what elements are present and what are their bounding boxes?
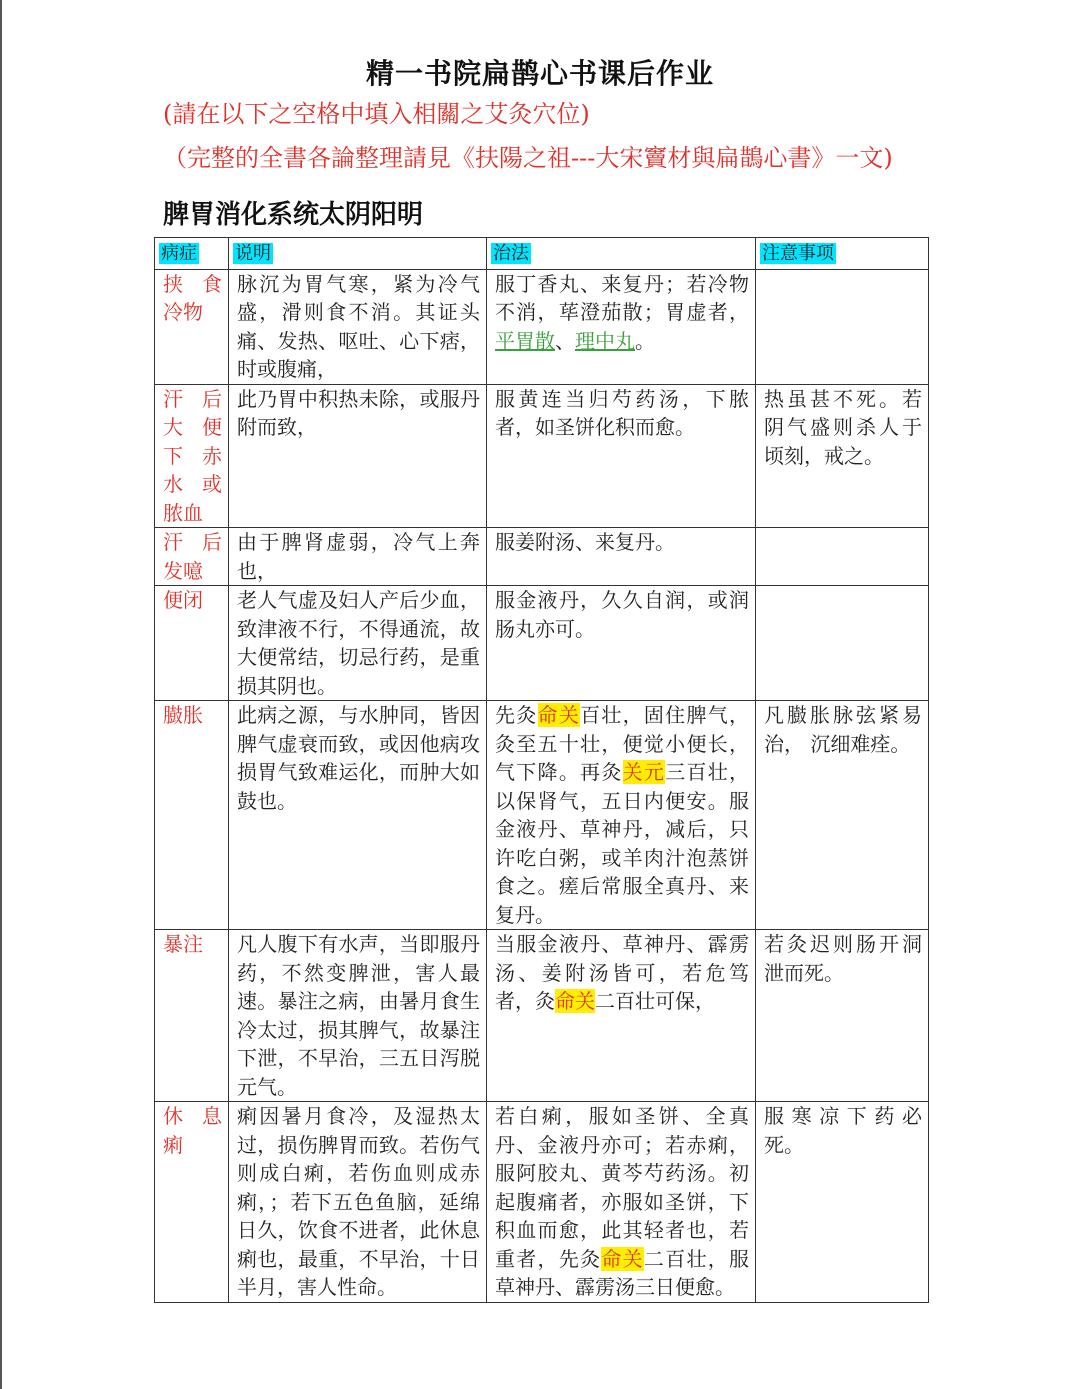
description-cell: 老人气虚及妇人产后少血，致津液不行，不得通流，故大便常结，切忌行药，是重损其阴也。: [229, 586, 487, 701]
formula-link: 平胃散: [495, 328, 555, 353]
header-treatment: 治法: [487, 238, 756, 270]
treatment-cell: 服姜附汤、来复丹。: [487, 528, 756, 586]
header-notes: 注意事项: [756, 238, 929, 270]
table-row: [155, 528, 929, 586]
instruction-subtitle: (請在以下之空格中填入相關之艾灸穴位): [163, 100, 590, 128]
acupoint-highlight: 关元: [622, 760, 666, 784]
description-cell: 脉沉为胃气寒，紧为冷气盛，滑则食不消。其证头痛、发热、呕吐、心下痞，时或腹痛，: [229, 269, 487, 384]
acupoint-highlight: 命关: [601, 1246, 644, 1271]
notes-cell: 热虽甚不死。若阴气盛则杀人于顷刻，戒之。: [756, 384, 929, 528]
table-header-row: [155, 238, 929, 270]
page-left-border: [0, 0, 2, 1389]
table-row: [155, 1102, 929, 1303]
notes-cell: [756, 586, 929, 701]
disease-cell: 臌胀: [155, 701, 229, 930]
acupoint-highlight: 命关: [537, 703, 581, 727]
table-row: [155, 930, 929, 1102]
treatment-table: [154, 237, 929, 1303]
table-row: [155, 701, 929, 930]
notes-cell: [756, 269, 929, 384]
description-cell: 此乃胃中积热未除，或服丹附而致，: [229, 384, 487, 528]
disease-cell: 休息痢: [155, 1102, 229, 1303]
reference-subtitle: （完整的全書各論整理請見《扶陽之祖---大宋竇材與扁鵲心書》一文): [163, 144, 893, 172]
disease-cell: 汗后大便下赤水或脓血: [155, 384, 229, 528]
treatment-cell: 服黄连当归芍药汤，下脓者，如圣饼化积而愈。: [487, 384, 756, 528]
treatment-cell: 若白痢，服如圣饼、全真丹、金液丹亦可；若赤痢，服阿胶丸、黄芩芍药汤。初起腹痛者，亦服如圣饼，下积血而愈，此其轻者也，若重者，先灸命关二百壮，服草神丹、霹雳汤三日便愈。: [487, 1102, 756, 1303]
formula-link: 理中丸: [575, 328, 635, 353]
treatment-cell: 先灸命关百壮，固住脾气，灸至五十壮，便觉小便长，气下降。再灸关元三百壮，以保肾气，五日内便安。服金液丹、草神丹，减后，只许吃白粥，或羊肉汁泡蒸饼食之。瘥后常服全真丹、来复丹。: [487, 701, 756, 930]
header-description: 说明: [229, 238, 487, 270]
table-row: [155, 269, 929, 384]
section-title: 脾胃消化系统太阴阳明: [163, 200, 424, 230]
description-cell: 此病之源，与水肿同，皆因脾气虚衰而致，或因他病攻损胃气致难运化，而肿大如鼓也。: [229, 701, 487, 930]
description-cell: 痢因暑月食冷，及湿热太过，损伤脾胃而致。若伤气则成白痢，若伤血则成赤痢，；若下五色鱼脑，延绵日久，饮食不进者，此休息痢也，最重，不早治，十日半月，害人性命。: [229, 1102, 487, 1303]
treatment-cell: 当服金液丹、草神丹、霹雳汤、姜附汤皆可，若危笃者，灸命关二百壮可保，: [487, 930, 756, 1102]
disease-cell: 便闭: [155, 586, 229, 701]
notes-cell: 服寒凉下药必死。: [756, 1102, 929, 1303]
disease-cell: 汗后发噫: [155, 528, 229, 586]
notes-cell: 凡臌胀脉弦紧易治， 沉细难痊。: [756, 701, 929, 930]
table-row: [155, 586, 929, 701]
notes-cell: 若灸迟则肠开洞泄而死。: [756, 930, 929, 1102]
disease-cell: 挟食冷物: [155, 269, 229, 384]
acupoint-highlight: 命关: [555, 989, 595, 1013]
description-cell: 由于脾肾虚弱，冷气上奔也，: [229, 528, 487, 586]
description-cell: 凡人腹下有水声，当即服丹药，不然变脾泄，害人最速。暴注之病，由暑月食生冷太过，损其脾气，故暴注下泄，不早治，三五日泻脱元气。: [229, 930, 487, 1102]
header-disease: 病症: [155, 238, 229, 270]
notes-cell: [756, 528, 929, 586]
page-title: 精一书院扁鹊心书课后作业: [365, 57, 714, 90]
table-row: [155, 384, 929, 528]
treatment-cell: 服丁香丸、来复丹；若冷物不消，荜澄茄散；胃虚者，平胃散、理中丸。: [487, 269, 756, 384]
treatment-cell: 服金液丹，久久自润，或润肠丸亦可。: [487, 586, 756, 701]
disease-cell: 暴注: [155, 930, 229, 1102]
